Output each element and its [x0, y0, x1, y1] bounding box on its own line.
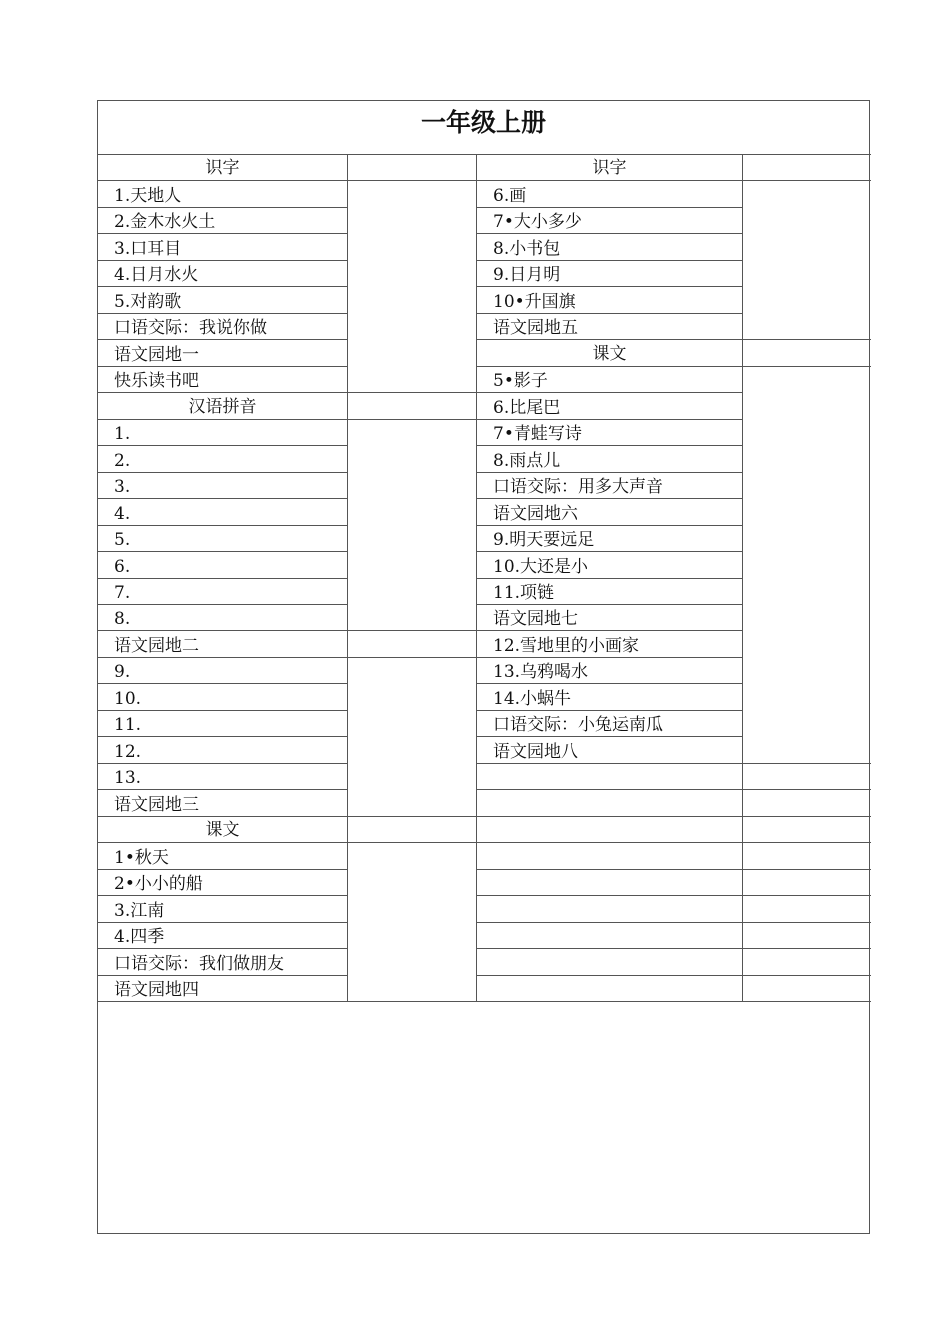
table-row [98, 710, 348, 736]
section-header-cell [477, 339, 743, 366]
blank-cell [743, 366, 871, 763]
table-row [477, 419, 743, 445]
blank-cell [743, 869, 871, 895]
lesson-label: 语文园地八 [493, 742, 578, 762]
table-row [98, 948, 348, 975]
lesson-label: 8. [114, 609, 131, 629]
blank-cell [743, 789, 871, 816]
lesson-label: 13.乌鸦喝水 [493, 662, 589, 682]
blank-cell [743, 922, 871, 948]
section-header: 汉语拼音 [188, 397, 257, 417]
table-row [477, 604, 743, 630]
lesson-label: 1•秋天 [114, 848, 169, 868]
lesson-label: 11.项链 [493, 583, 555, 603]
empty-row [477, 763, 743, 789]
lesson-label: 语文园地五 [493, 318, 578, 338]
lesson-label: 快乐读书吧 [114, 371, 199, 391]
blank-cell [743, 763, 871, 789]
table-row [98, 260, 348, 286]
table-row [477, 445, 743, 472]
section-header: 课文 [205, 820, 240, 840]
table-row [98, 922, 348, 948]
table-row [98, 498, 348, 525]
table-row [477, 551, 743, 578]
table-row [98, 789, 348, 816]
empty-row [477, 869, 743, 895]
lesson-label: 语文园地一 [114, 345, 199, 365]
lesson-label: 4.日月水火 [114, 265, 199, 285]
lesson-label: 语文园地三 [114, 795, 199, 815]
empty-row [477, 922, 743, 948]
blank-cell [743, 180, 871, 339]
lesson-label: 口语交际：用多大声音 [493, 477, 663, 497]
table-row [98, 207, 348, 233]
blank-cell [348, 630, 477, 657]
lesson-label: 5. [114, 530, 131, 550]
table-row [98, 736, 348, 763]
lesson-label: 12. [114, 742, 142, 762]
blank-cell [348, 154, 477, 180]
lesson-label: 3. [114, 477, 131, 497]
table-row [98, 975, 348, 1001]
section-header-cell [98, 392, 348, 419]
lesson-label: 语文园地四 [114, 980, 199, 1000]
lesson-label: 4. [114, 504, 131, 524]
blank-cell [743, 339, 871, 366]
empty-row [477, 789, 743, 816]
table-row [98, 657, 348, 683]
table-row [98, 895, 348, 922]
lesson-label: 6.画 [493, 186, 527, 206]
blank-cell [348, 180, 477, 392]
table-row [98, 313, 348, 339]
table-row [98, 578, 348, 604]
lesson-label: 12.雪地里的小画家 [493, 636, 640, 656]
table-row [477, 657, 743, 683]
table-row [98, 869, 348, 895]
table-row [98, 604, 348, 630]
table-row [477, 260, 743, 286]
blank-cell [348, 392, 477, 419]
lesson-label: 6.比尾巴 [493, 398, 561, 418]
lesson-label: 口语交际：我们做朋友 [114, 954, 284, 974]
table-row [477, 392, 743, 419]
table-row [98, 366, 348, 392]
table-row [98, 630, 348, 657]
blank-cell [743, 975, 871, 1001]
table-row [477, 286, 743, 313]
table-row [98, 180, 348, 207]
column-header [98, 154, 348, 180]
lesson-label: 10.大还是小 [493, 557, 589, 577]
page-title: 一年级上册 [420, 108, 546, 137]
table-row [477, 525, 743, 551]
table-row [477, 710, 743, 736]
table-row [477, 578, 743, 604]
lesson-label: 11. [114, 715, 142, 735]
lesson-label: 2. [114, 451, 131, 471]
table-row [98, 525, 348, 551]
blank-cell [743, 816, 871, 842]
section-header: 识字 [205, 158, 240, 178]
blank-cell [743, 948, 871, 975]
lesson-label: 2.金木水火土 [114, 212, 216, 232]
lesson-label: 14.小蜗牛 [493, 689, 572, 709]
lesson-label: 口语交际：我说你做 [114, 318, 267, 338]
blank-cell [743, 895, 871, 922]
table-row [98, 472, 348, 498]
lesson-label: 语文园地七 [493, 609, 578, 629]
blank-cell [348, 816, 477, 842]
lesson-label: 5.对韵歌 [114, 292, 182, 312]
lesson-label: 8.小书包 [493, 239, 561, 259]
empty-row [477, 975, 743, 1001]
table-row [477, 233, 743, 260]
section-header-cell [98, 816, 348, 842]
lesson-label: 10. [114, 689, 142, 709]
empty-row [477, 948, 743, 975]
lesson-label: 9. [114, 662, 131, 682]
lesson-label: 6. [114, 557, 131, 577]
lesson-label: 7. [114, 583, 131, 603]
lesson-label: 1.天地人 [114, 186, 182, 206]
lesson-label: 语文园地六 [493, 504, 578, 524]
empty-row [477, 842, 743, 869]
table-row [477, 683, 743, 710]
lesson-label: 5•影子 [493, 371, 548, 391]
table-row [477, 366, 743, 392]
table-row [477, 207, 743, 233]
lesson-label: 3.口耳目 [114, 239, 182, 259]
table-row [477, 313, 743, 339]
table-row [477, 736, 743, 763]
table-row [98, 233, 348, 260]
empty-row [477, 895, 743, 922]
table-row [98, 842, 348, 869]
lesson-label: 4.四季 [114, 927, 165, 947]
section-header: 识字 [592, 158, 627, 178]
blank-cell [348, 657, 477, 816]
table-row [98, 763, 348, 789]
table-row [477, 180, 743, 207]
lesson-label: 8.雨点儿 [493, 451, 561, 471]
lesson-label: 7•大小多少 [493, 212, 582, 232]
table-row [477, 498, 743, 525]
empty-row [477, 816, 743, 842]
notes-area [98, 1001, 871, 1233]
blank-cell [743, 154, 871, 180]
lesson-label: 2•小小的船 [114, 874, 203, 894]
curriculum-table [97, 100, 870, 1234]
table-row [98, 339, 348, 366]
section-header: 课文 [592, 344, 627, 364]
lesson-label: 口语交际：小兔运南瓜 [493, 715, 663, 735]
blank-cell [743, 842, 871, 869]
lesson-label: 9.日月明 [493, 265, 561, 285]
blank-cell [348, 419, 477, 630]
column-header [477, 154, 743, 180]
table-row [98, 419, 348, 445]
lesson-label: 7•青蛙写诗 [493, 424, 582, 444]
table-row [98, 286, 348, 313]
table-row [98, 445, 348, 472]
blank-cell [348, 842, 477, 1001]
lesson-label: 语文园地二 [114, 636, 199, 656]
lesson-label: 1. [114, 424, 131, 444]
table-row [477, 472, 743, 498]
lesson-label: 3.江南 [114, 901, 165, 921]
table-row [98, 683, 348, 710]
lesson-label: 9.明天要远足 [493, 530, 595, 550]
table-row [477, 630, 743, 657]
lesson-label: 10•升国旗 [493, 292, 576, 312]
lesson-label: 13. [114, 768, 142, 788]
table-row [98, 551, 348, 578]
